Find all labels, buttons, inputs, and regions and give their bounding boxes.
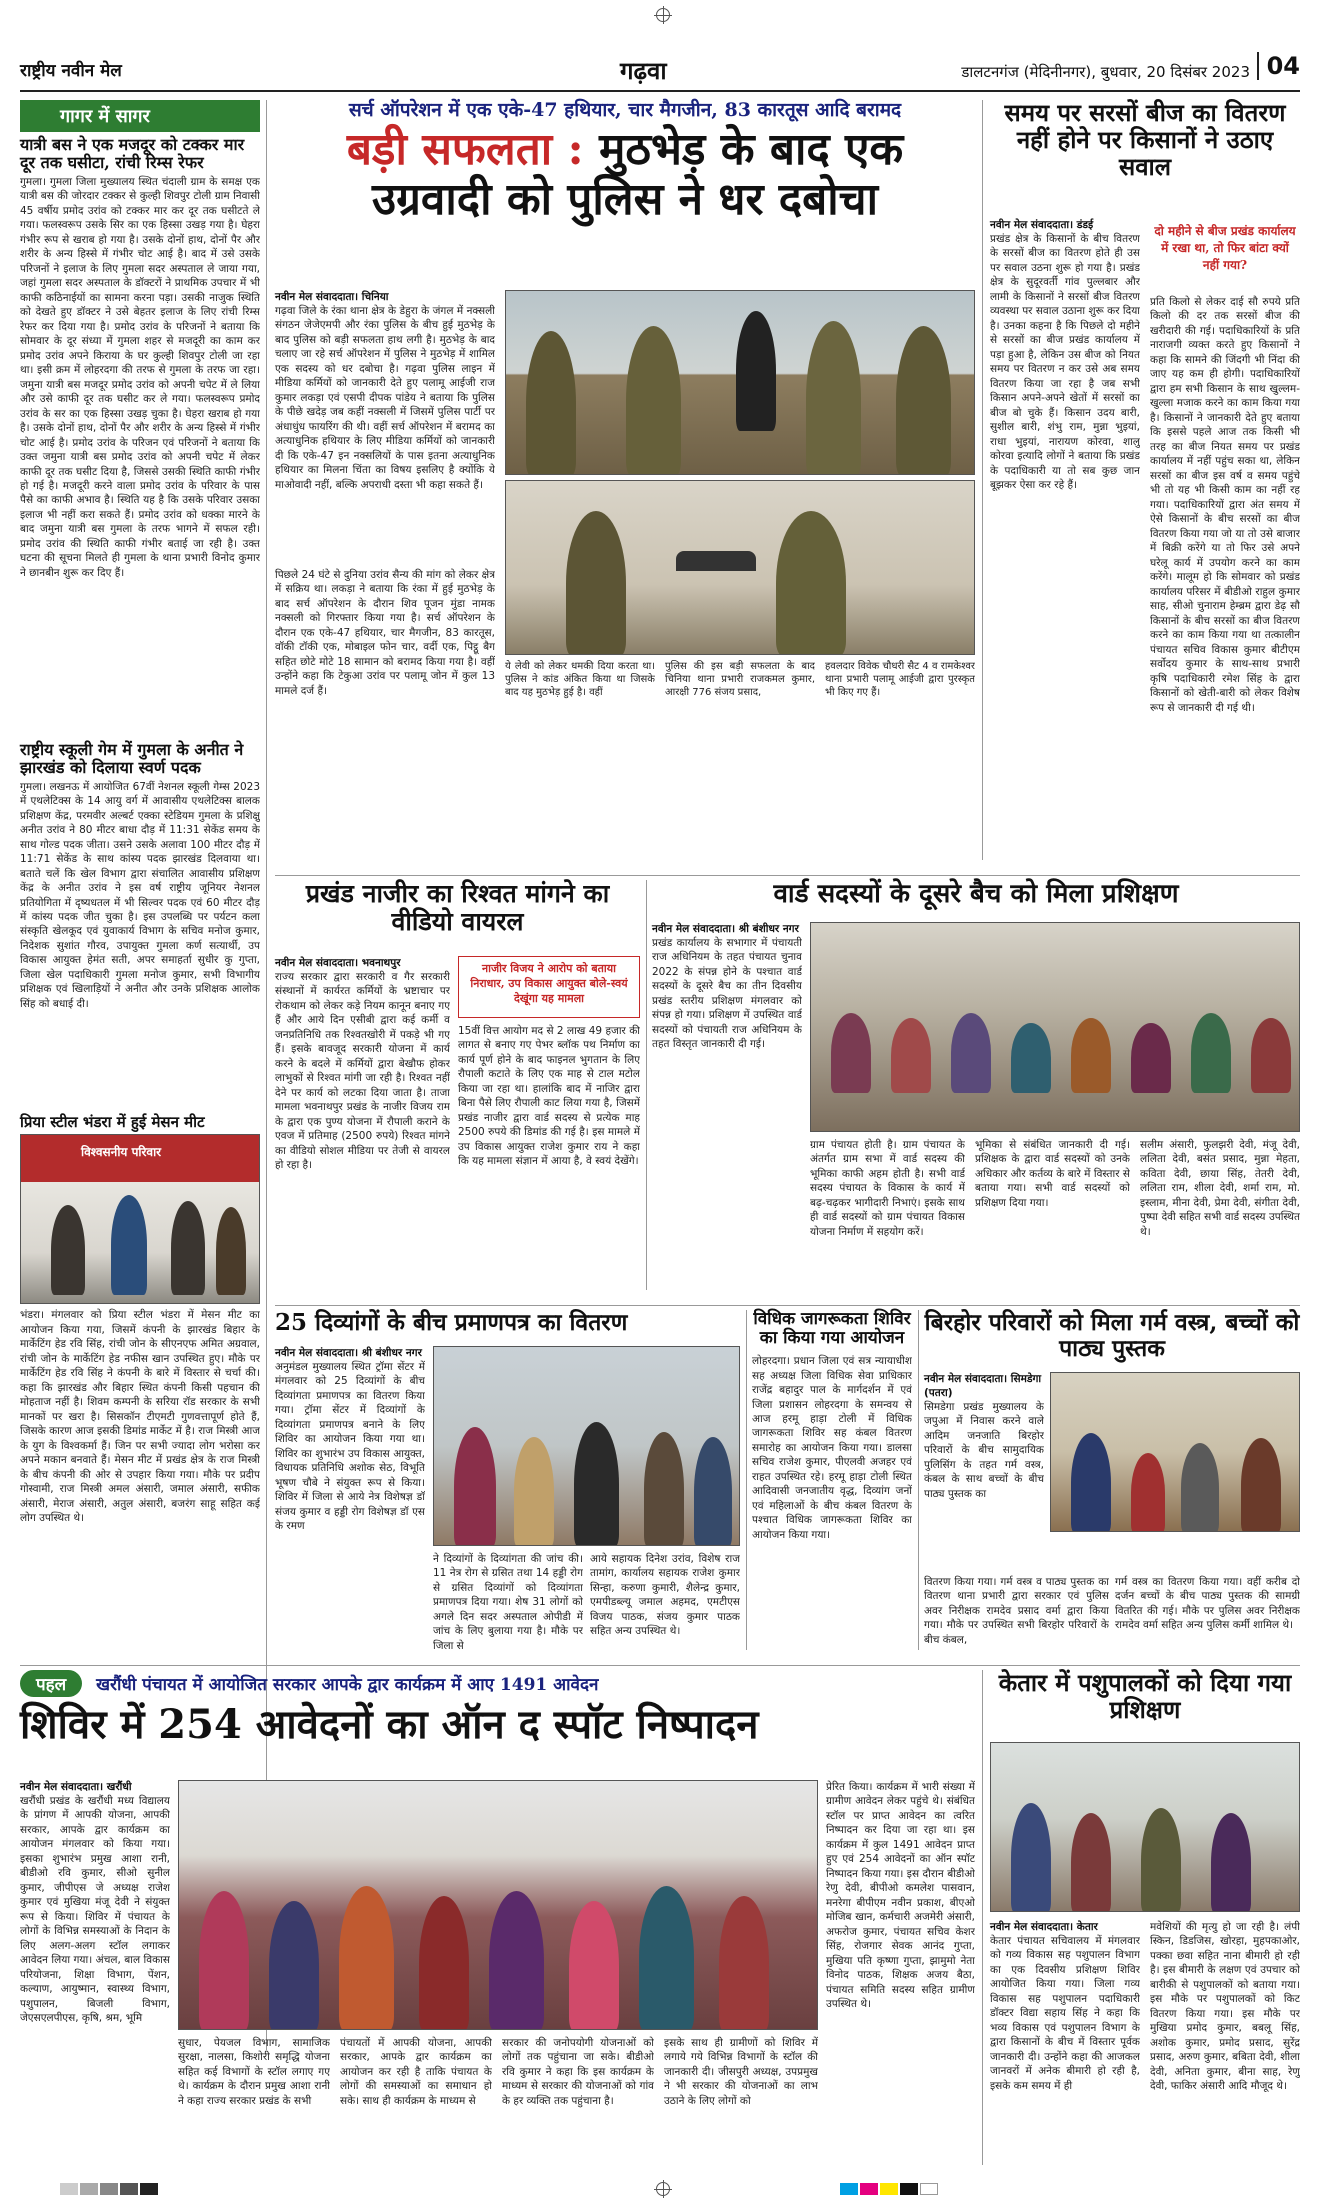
nazir-story xyxy=(275,880,640,1300)
story-body: सलीम अंसारी, फुलझरी देवी, मंजू देवी, ललिता देवी, बसंत प्रसाद, मुन्ना मेहता, कविता देवी, छाया सिंह, तेतरी देवी, ललिता राम, शीला देवी, शर्मा राम, मो. इस्लाम, मीना देवी, प्रेमा देवी, संगीता देवी, पुष्पा देवी सहित सभी वार्ड सदस्य उपस्थित थे। xyxy=(1140,1139,1300,1238)
story-body: सरकार की जनोपयोगी योजनाओं को लोगों तक पहुंचाना जा सके। बीडीओ रवि कुमार ने कहा कि इस कार्यक्रम के माध्यम से सरकार की योजनाओं को गांव के हर व्यक्ति तक पहुंचाना है। xyxy=(502,2037,654,2107)
story-body: अनुमंडल मुख्यालय स्थित ट्रॉमा सेंटर में मंगलवार को 25 दिव्यांगों के बीच दिव्यांगता प्रमाणपत्र का वितरण किया गया। ट्रॉमा सेंटर में दिव्यांगों के दिव्यांगता प्रमाणपत्र बनाने के लिए शिविर का आयोजन किया गया था। शिविर का शुभारंभ उप विकास आयुक्त, विधायक प्रतिनिधि अशोक सेठ, विभूति भूषण चौबे ने संयुक्त रूप से किया। शिविर में जिला से आये नेत्र विशेषज्ञ डॉ संजय कुमार व हड्डी रोग विशेषज्ञ डॉ एस के रमण xyxy=(275,1361,425,1533)
story-headline: वार्ड सदस्यों के दूसरे बैच को मिला प्रशिक्षण xyxy=(773,879,1179,909)
section-rule xyxy=(20,1665,1300,1666)
story-body: गढ़वा जिले के रंका थाना क्षेत्र के डेहुरा के जंगल में नक्सली संगठन जेजेएमपी और रंका पुलिस के बीच हुई मुठभेड़ के बाद पुलिस को बड़ी सफलता हाथ लगी है। मुठभेड़ के बाद चलाए जा रहे सर्च ऑपरेशन में पुलिस ने मुठभेड़ में शामिल एक सदस्य को धर दबोचा है। गढ़वा पुलिस लाइन में मीडिया कर्मियों को जानकारी देते हुए पलामू आईजी राज कुमार लकड़ा एवं एसपी दीपक पांडेय ने बताया कि पुलिस के पीछे खदेड़ जब कहीं नक्सली में जिसमें पुलिस पार्टी पर अंधाधुंध फायरिंग की थी। वहीं सर्च ऑपरेशन में बरामद का अत्याधुनिक हथियार के लिए मीडिया कर्मियों को जानकारी दी कि एके-47 इन नक्सलियों के पास इतना अत्याधुनिक हथियार का मिलना चिंता का विषय इसलिए है क्योंकि ये माओवादी नहीं, बल्कि अपराधी दस्ता भी कहा सकते हैं। xyxy=(275,305,495,491)
color-swatches xyxy=(840,2183,938,2195)
story-headline: 25 दिव्यांगों के बीच प्रमाणपत्र का वितरण xyxy=(275,1309,628,1336)
story-body: लोहरदगा। प्रधान जिला एवं सत्र न्यायाधीश सह अध्यक्ष जिला विधिक सेवा प्राधिकार राजेंद्र बहादुर पाल के मार्गदर्शन में एवं जिला प्रशासन लोहरदगा के समन्वय से आज हरमू हाड़ा टोली में विधिक जागरूकता शिविर सह कंबल वितरण समारोह का आयोजन किया गया। डालसा सचिव राजेश कुमार, पीएलवी अजहर एवं राहत उपस्थित रहे। हरमू हाड़ा टोली स्थित आदिवासी जनजातीय वृद्ध, दिव्यांग जनों एवं महिलाओं के बीच कंबल वितरण के पश्चात विधिक जागरूकता शिविर का आयोजन किया गया। xyxy=(752,1355,912,1541)
story-headline: यात्री बस ने एक मजदूर को टक्कर मार दूर तक घसीटा, रांची रिम्स रेफर xyxy=(20,135,245,172)
news-photo xyxy=(433,1346,740,1546)
lead-headline-part1: मुठभेड़ के बाद एक xyxy=(599,124,904,176)
story-headline: राष्ट्रीय स्कूली गेम में गुमला के अनीत ने झारखंड को दिलाया स्वर्ण पदक xyxy=(20,739,244,777)
byline: नवीन मेल संवाददाता। भवनाथपुर xyxy=(275,957,401,969)
photo-caption: हवलदार विवेक चौधरी सैट 4 व रामकेश्वर थाना प्रभारी पलामू आईजी द्वारा पुरस्कृत भी किए गए हैं। xyxy=(825,661,975,698)
birhor-story xyxy=(924,1310,1300,1655)
registration-mark-bottom xyxy=(656,2182,670,2196)
news-photo xyxy=(1050,1372,1300,1532)
story-headline: बिरहोर परिवारों को मिला गर्म वस्त्र, बच्चों को पाठ्य पुस्तक xyxy=(924,1309,1300,1362)
story-headline: प्रखंड नाजीर का रिश्वत मांगने का वीडियो वायरल xyxy=(305,879,610,936)
photo-caption: ये लेवी को लेकर धमकी दिया करता था। पुलिस ने कांड अंकित किया था जिसके बाद यह मुठभेड़ हुई है। वहीं xyxy=(505,661,655,698)
story-body: पिछले 24 घंटे से दुनिया उरांव सैन्य की मांग को लेकर क्षेत्र में सक्रिय था। लकड़ा ने बताया कि रंका में हुई मुठभेड़ के बाद सर्च ऑपरेशन के दौरान शिव पूजन मुंडा नामक नक्सली को गिरफ्तार किया गया है। सर्च ऑपरेशन के दौरान एक एके-47 हथियार, चार मैगजीन, 83 कारतूस, वॉकी टॉकी एक, मोबाइल फोन चार, वर्दी एक, पिट्ठू बैग सहित छोटे मोटे 18 सामान को बरामद किया गया है। वहीं उन्होंने कहा कि टेकुआ उरांव पर पलामू जोन में कुल 13 मामले दर्ज हैं। xyxy=(275,569,495,697)
camp-story xyxy=(20,1670,975,2170)
color-swatches-left xyxy=(60,2183,158,2195)
section-rule xyxy=(275,875,1300,876)
lead-headline-line2: उग्रवादी को पुलिस ने धर दबोचा xyxy=(372,173,878,225)
lead-text-column xyxy=(275,290,495,850)
registration-mark-top xyxy=(656,8,670,22)
story-col-a xyxy=(275,1346,425,1651)
story-body: गुमला। गुमला जिला मुख्यालय स्थित चंदाली ग्राम के समक्ष एक यात्री बस की जोरदार टक्कर से कुल्ही शिवपुर टोली ग्राम निवासी 45 वर्षीय प्रमोद उरांव को टक्कर मार कर दूर तक घसीटते ले गया। फलस्वरूप उसके सिर का एक हिस्सा उखड़ गया है। घेहरा गंभीर रूप से खराब हो गया है। उसके दोनों हाथ, दोनों पैर और शरीर के अन्य हिस्से में गंभीर चोट आई है। बाद में उसे उसके परिजनों ने इलाज के लिए गुमला सदर अस्पताल ले जाया गया, जहां गुमला सदर अस्पताल के डॉक्टरों ने प्राथमिक उपचार में भी काफी कठिनाईयों का सामना करना पड़ा। उसकी नाजुक स्थिति को देखते हुए डॉक्टर ने उसे बेहतर इलाज के लिए रांची रिम्स रेफर कर दिया गया है। प्रमोद उरांव के परिजनों ने बताया कि सोमवार के दूर संध्या में गुमला शहर से मजदूरी का काम कर प्रमोद उरांव अपने किराया के घर कुल्ही शिवपुर टोली जा रहा था। इसी क्रम में लोहरदगा की तरफ से गुमला के तरफ जा रहा। जमुना यात्री बस मजदूर प्रमोद उरांव को अपनी चपेट में ले लिया और उसे काफी दूर तक घसीट कर ले गया। फलस्वरूप प्रमोद उरांव के सर का एक हिस्सा उखड़ चुका है। घेहरा खराब हो गया है। उसके दोनों हाथ, दोनों पैर और शरीर के अन्य हिस्से में गंभीर चोट आई है। प्रमोद उरांव के परिजन एवं परिजनों ने बताया कि उक्त जमुना यात्री बस प्रमोद उरांव को अपनी चपेट में लेकर काफी दूर तक घसीट दिया है, जिससे उसकी स्थिति काफी गंभीर हो गई है। मजदूरी करने वाला प्रमोद उरांव के परिवार के पास पैसे का काफी अभाव है। स्थिति यह है कि उसके परिवार उसका इलाज भी नहीं करा सकते हैं। प्रमोद उरांव को धक्का मारने के बाद जमुना यात्री बस गुमला के तरफ भागने में सफल रही। प्रमोद उरांव की स्थिति काफी गंभीर बताई जा रही है। उक्त घटना की सूचना मिलते ही गुमला के थाना प्रभारी विनोद कुमार ने छानबीन शुरू कर दिए हैं। xyxy=(20,175,260,579)
story-body: प्रेरित किया। कार्यक्रम में भारी संख्या में ग्रामीण आवेदन लेकर पहुंचे थे। संबंधित स्टॉल पर प्राप्त आवेदन का त्वरित निष्पादन कर दिया जा रहा था। इस कार्यक्रम में कुल 1491 आवेदन प्राप्त हुए एवं 254 आवेदनों का ऑन स्पॉट निष्पादन किया गया। इस दौरान बीडीओ रेणु देवी, बीपीओ कमलेश पासवान, मनरेगा बीपीएम नवीन प्रकाश, बीएओ मोजिब खान, कर्मचारी अजमेरी अंसारी, अफरोज कुमार, पंचायत सचिव केशर सिंह, रोजगार सेवक आनंद गुप्ता, मुखिया पति कृष्णा गुप्ता, झामुमो नेता विनोद पाठक, शिक्षक अजय बैठा, पंचायत समिति सदस्य सहित ग्रामीण उपस्थित थे। xyxy=(826,1781,975,2011)
column-rule xyxy=(918,1310,919,1650)
story-headline: केतार में पशुपालकों को दिया गया प्रशिक्षण xyxy=(998,1668,1292,1724)
byline: नवीन मेल संवाददाता। चिनिया xyxy=(275,291,389,303)
photo-sign: विश्वसनीय परिवार xyxy=(81,1145,162,1160)
mustard-story xyxy=(990,100,1300,870)
story-body: प्रखंड कार्यालय के सभागार में पंचायती राज अधिनियम के तहत पंचायत चुनाव 2022 के संपन्न होने के पश्चात वार्ड सदस्यों के दूसरे बैच का तीन दिवसीय प्रखंड स्तरीय प्रशिक्षण मंगलवार को संपन्न हो गया। प्रशिक्षण में उपस्थित वार्ड सदस्यों को पंचायती राज अधिनियम के तहत विस्तृत जानकारी दी गई। xyxy=(652,937,802,1051)
story-body: भूमिका से संबंधित जानकारी दी गई। प्रशिक्षक के द्वारा वार्ड सदस्यों को उनके अधिकार और कर्तव्य के बारे में विस्तार से बताया गया। सभी वार्ड सदस्यों को प्रशिक्षण दिया गया। xyxy=(975,1139,1130,1209)
story-col-a xyxy=(924,1372,1044,1572)
story-headline: समय पर सरसों बीज का वितरण नहीं होने पर किसानों ने उठाए सवाल xyxy=(1004,98,1286,181)
story-body: इसके साथ ही ग्रामीणों को शिविर में लगाये गये विभिन्न विभागों के स्टॉल की जानकारी दी। जीसपुरी अध्यक्ष, उपप्रमुख ने भी सरकार की योजनाओं का लाभ उठाने के लिए लोगों को xyxy=(664,2037,818,2107)
masthead-logo: राष्ट्रीय नवीन मेल xyxy=(20,61,122,81)
story-body: भंडरा। मंगलवार को प्रिया स्टील भंडरा में मेसन मीट का आयोजन किया गया, जिसमें कंपनी के झारखंड बिहार के मार्केटिंग हेड रवि सिंह, रांची जोन के सीएनएफ अमित अग्रवाल, रांची जोन के मार्केटिंग हेड नफीस खान उपस्थित हुए। मौके पर मार्केटिंग हेड रवि सिंह ने कंपनी के बारे में विस्तार से चर्चा की। कहा कि झारखंड और बिहार स्थित कंपनी किसी पहचान की मोहताज नहीं है। शिवम कम्पनी के सरिया रॉड सरकार के सभी मानकों पर खरा है। सिसकॉन टीएमटी गुणवत्तापूर्ण होते हैं, जिसके कारण आज इसकी डिमांड मार्केट में है। राज मिस्त्री आज के युग के विश्वकर्मा हैं। जिन पर सभी ज्यादा लोग भरोसा कर अपने मकान बनवाते हैं। मेसन मीट में प्रखंड क्षेत्र के राज मिस्त्री के बीच कंपनी की ओर से उपहार किया गया। मौके पर प्रदीप गोस्वामी, राज मिस्त्री अमल अंसारी, जमाल अंसारी, सफीक अंसारी, मेराज अंसारी, अतुल अंसारी, बजरंग साहू सहित कई लोग उपस्थित थे। xyxy=(20,1309,260,1525)
ketar-story xyxy=(990,1670,1300,2170)
story-headline: विधिक जागरूकता शिविर का किया गया आयोजन xyxy=(753,1309,911,1349)
story-body: खरौंधी प्रखंड के खरौंधी मध्य विद्यालय के प्रांगण में आपकी योजना, आपकी सरकार, आपके द्वार कार्यक्रम का आयोजन मंगलवार को किया गया। इसका शुभारंभ प्रमुख आशा रानी, बीडीओ रवि कुमार, सीओ सुनील कुमार, जीपीएस जे अध्यक्ष राजेश कुमार एवं मुखिया मंजू देवी ने संयुक्त रूप से किया। शिविर में पंचायत के लोगों के विभिन्न समस्याओं के निदान के लिए अलग-अलग स्टॉल लगाकर आवेदन लिया गया। अंचल, बाल विकास परियोजना, शिक्षा विभाग, पेंशन, कल्याण, आयुष्मान, स्वास्थ्य विभाग, पशुपालन, बिजली विभाग, जेएसएलपीएस, कृषि, श्रम, भूमि xyxy=(20,1795,170,2025)
story-body: प्रखंड क्षेत्र के किसानों के बीच वितरण के सरसों बीज का वितरण होते ही उस पर सवाल उठना शुरू हो गया है। प्रखंड क्षेत्र के सुदूरवर्ती गांव पुल्लबार और लामी के किसानों ने सरसों बीज वितरण व्यवस्था पर सवाल उठाना शुरू कर दिया है। उनका कहना है कि पिछले दो महीने से सरसों का बीज प्रखंड कार्यालय में पड़ा हुआ है, लेकिन उस बीज को नियत समय पर वितरण न कर उसे अब समय वितरण किया जा रहा है जब सभी किसान अपने-अपने खेतों में सरसों का बीज बो चुके हैं। किसान उदय बारी, सुशील बारी, शंभु राम, मुन्ना भुइयां, राधा भुइयां, नारायण कोरवा, शालु कोरवा इत्यादि लोगों ने बताया कि प्रखंड के पदाधिकारी या तो सब कुछ जान बूझकर ऐसा कर रहे हैं। xyxy=(990,233,1140,492)
column-rule xyxy=(746,1310,747,1650)
highlight-quote: नाजीर विजय ने आरोप को बताया निराधार, उप विकास आयुक्त बोले-स्वयं देखूंगा यह मामला xyxy=(458,956,640,1018)
story-body: पंचायतों में आपकी योजना, आपकी सरकार, आपके द्वार कार्यक्रम का आयोजन कर रही है ताकि पंचायत के लोगों की समस्याओं का समाधान हो सके। साथ ही कार्यक्रम के माध्यम से xyxy=(340,2037,492,2107)
legal-camp-story xyxy=(752,1310,912,1655)
kicker-row xyxy=(20,1670,975,1697)
divyang-story xyxy=(275,1310,740,1655)
byline: नवीन मेल संवाददाता। केतार xyxy=(990,1921,1098,1933)
byline: नवीन मेल संवाददाता। सिमडेगा (पतरा) xyxy=(924,1373,1042,1399)
byline: नवीन मेल संवाददाता। खरौंधी xyxy=(20,1781,132,1793)
column-rule xyxy=(982,100,983,860)
photo-caption: पुलिस की इस बड़ी सफलता के बाद चिनिया थाना प्रभारी राजकमल कुमार, आरक्षी 776 संजय प्रसाद, xyxy=(665,661,815,698)
story-body: गर्म वस्त्र का वितरण किया गया। वहीं करीब दो दर्जन बच्चों के बीच पाठ्य पुस्तक की सामग्री वितरित की गई। मौके पर पुलिस अवर निरीक्षक रामदेव वर्मा सहित अन्य पुलिस कर्मी शामिल थे। xyxy=(1115,1576,1300,1632)
pahal-tag: पहल xyxy=(20,1670,82,1697)
highlight-quote: दो महीने से बीज प्रखंड कार्यालय में रखा था, तो फिर बांटा क्यों नहीं गया? xyxy=(1150,218,1300,290)
story-body: वितरण किया गया। गर्म वस्त्र व पाठ्य पुस्तक का वितरण थाना प्रभारी द्वारा सरकार एवं पुलिस अवर निरीक्षक रामदेव प्रसाद वर्मा द्वारा किया गया। मौके पर उपस्थित सभी बिरहोर परिवारों के बीच कंबल, xyxy=(924,1576,1109,1646)
dateline: डालटनगंज (मेदिनीनगर), बुधवार, 20 दिसंबर 2023 xyxy=(961,63,1250,81)
ward-story xyxy=(652,880,1300,1300)
page-number: 04 xyxy=(1257,52,1300,80)
story-body: 15वीं वित्त आयोग मद से 2 लाख 49 हजार की लागत से बनाए गए पेभर ब्लॉक पथ निर्माण का कार्य पूर्ण होने के बाद फाइनल भुगतान के लिए रौपाली कटाते के लिए एक माह से टाल मटोल किया जा रहा था। हालांकि बाद में नाजिर द्वारा बिना पैसे लिए रौपाली काट लिया गया है, जिसमें प्रखंड नाजीर द्वारा वार्ड सदस्य से प्रत्येक माह 2500 रुपये की डिमांड की गई है। इस मामले में उप विकास आयुक्त राजेश कुमार राय ने कहा कि यह मामला संज्ञान में आया है, वे स्वयं देखेंगे। xyxy=(458,1025,640,1168)
news-photo xyxy=(505,290,975,475)
story-col-a xyxy=(20,1780,170,2165)
story-kicker: खरौंधी पंचायत में आयोजित सरकार आपके द्वार कार्यक्रम में आए 1491 आवेदन xyxy=(96,1675,599,1695)
section-rule xyxy=(275,1305,1300,1306)
story-col-a xyxy=(990,218,1140,858)
story-body: आये सहायक दिनेश उरांव, विशेष राज तामांग, कार्यालय सहायक राजेश कुमार सिन्हा, करुणा कुमारी, शैलेन्द्र कुमार, एमपीडब्ल्यू जमाल अहमद, एमटीएस विजय पाठक, संजय कुमार पाठक सहित अन्य उपस्थित थे। xyxy=(590,1553,740,1638)
story-body: गुमला। लखनऊ में आयोजित 67वीं नेशनल स्कूली गेम्स 2023 में एथलेटिक्स के 14 आयु वर्ग में आवासीय एथलेटिक्स बालक प्रशिक्षण केंद्र, परमवीर अल्बर्ट एक्का स्टेडियम गुमला के प्रशिक्षु अनीत उरांव ने 80 मीटर बाधा दौड़ में 11:31 सेकेंड समय के साथ गोल्ड पदक जीता। उसने उसके अलावा 100 मीटर दौड़ में 11:71 सेकेंड के साथ कांस्य पदक झारखंड दिलवाया था। बताते चलें कि खेल विभाग द्वारा संचालित आवासीय प्रशिक्षण केंद्र के अनीत उरांव ने इस वर्ष राष्ट्रीय जूनियर नेशनल प्रतियोगिता में दृष्यधतल में भी सिल्वर पदक एवं 60 मीटर दौड़ में कांस्य पदक जीत चुका है। इस उपलब्धि पर पर्यटन कला संस्कृति खेलकूद एवं युवाकार्य विभाग के सचिव मनोज कुमार, निदेशक सुशांत गौरव, उपायुक्त गुमला कर्ण सत्यार्थी, उप विकास आयुक्त हेमंत सती, अपर समाहर्ता सुधीर कु गुप्ता, जिला खेल पदाधिकारी गुमला मनोज कुमार, सभी विभागीय प्रशिक्षक एवं खिलाड़ियों ने अनीत और उनके प्रशिक्षक आलोक सिंह को बधाई दी। xyxy=(20,780,260,1010)
story-col-a xyxy=(652,922,802,1292)
lead-story xyxy=(275,100,975,870)
news-photo xyxy=(178,1780,818,2030)
story-body: ने दिव्यांगों के दिव्यांगता की जांच की। 11 नेत्र रोग से ग्रसित तथा 14 हड्डी रोग से ग्रसित दिव्यांगों को दिव्यांगता प्रमाणपत्र दिया गया। शेष 31 लोगों को अगले दिन सदर अस्पताल ओपीडी में जांच के लिए बुलाया गया है। मौके पर जिला से xyxy=(433,1553,583,1652)
story-body: सुधार, पेयजल विभाग, सामाजिक सुरक्षा, नालसा, किशोरी समृद्धि योजना सहित कई विभागों के स्टॉल लगाए गए थे। कार्यक्रम के दौरान प्रमुख आशा रानी ने कहा राज्य सरकार प्रखंड के सभी xyxy=(178,2037,330,2107)
lead-kicker: सर्च ऑपरेशन में एक एके-47 हथियार, चार मैगजीन, 83 कारतूस आदि बरामद xyxy=(348,99,902,121)
story-body: राज्य सरकार द्वारा सरकारी व गैर सरकारी संस्थानों में कार्यरत कर्मियों के भ्रष्टाचार पर रोकथाम को लेकर कड़े नियम कानून बनाए गए हैं और आये दिन एसीबी द्वारा कई कर्मी व जनप्रतिनिधि तक रिश्वतखोरी में पकड़े भी गए हैं। इसके बावजूद सरकारी योजना में कार्य करने के बदले में कर्मियों द्वारा बेखौफ होकर लाभुकों से रिश्वत मांगी जा रही है। रिश्वत नहीं देने पर कार्य को लटका दिया जाता है। ताजा मामला भवनाथपुर प्रखंड के नाजीर विजय राम के द्वारा एक पुण्य योजना में रौपाली कराने के एवज में प्रतिमाह (2500 रुपये) रिश्वत मांगने का वीडियो सोशल मीडिया पर तेजी से वायरल हो रहा है। xyxy=(275,971,450,1172)
byline: नवीन मेल संवाददाता। श्री बंशीधर नगर xyxy=(652,923,799,935)
column-title: गागर में सागर xyxy=(20,100,260,132)
section-title: गढ़वा xyxy=(620,56,667,85)
news-photo xyxy=(20,1134,260,1304)
column-rule xyxy=(646,880,647,1290)
story-body: केतार पंचायत सचिवालय में मंगलवार को गव्य विकास सह पशुपालन विभाग का एक दिवसीय प्रशिक्षण शिविर आयोजित किया गया। जिला गव्य विकास सह पशुपालन पदाधिकारी डॉक्टर विद्या सहाय सिंह ने कहा कि भव्य विकास एवं पशुपालन विभाग के द्वारा किसानों के बीच में विस्तार पूर्वक जानकारी दी। उन्होंने कहा की आजकल जानवरों में अनेक बीमारी हो रही है, इसके कम समय में ही xyxy=(990,1935,1140,2092)
byline: नवीन मेल संवाददाता। श्री बंशीधर नगर xyxy=(275,1347,422,1359)
lead-headline xyxy=(275,125,975,174)
column-rule xyxy=(982,1670,983,2165)
story-col-a xyxy=(990,1920,1140,2165)
lead-headline-red: बड़ी सफलता : xyxy=(346,124,584,176)
byline: नवीन मेल संवाददाता। डंडई xyxy=(990,219,1094,231)
story-body: मवेशियों की मृत्यु हो जा रही है। लंपी स्किन, डिडजिस, खोरहा, मुहपकाओर, पक्का छवा सहित नाना बीमारी हो रही है। इस बीमारी के लक्षण एवं उपचार को बारीकी से पशुपालकों को बताया गया। इस मौके पर पशुपालकों को किट वितरण किया गया। इस मौके पर मुखिया प्रमोद कुमार, बबलू सिंह, अशोक कुमार, प्रमोद प्रसाद, सुरेंद्र प्रसाद, अरुण कुमार, बबिता देवी, शीला देवी, अनिता कुमार, बीना साह, रेणु देवी, फाकिर अंसारी आदि मौजूद थे। xyxy=(1150,1921,1300,2093)
news-photo xyxy=(505,480,975,655)
page-header xyxy=(20,52,1300,92)
story-body: प्रति किलो से लेकर दाई सौ रुपये प्रति किलो की दर तक सरसों बीज की खरीदारी की गई। पदाधिकारियों के प्रति नाराजगी व्यक्त करते हुए किसानों ने कहा कि सामने की जिंदगी भी निंदा की जाए यह कम ही होगी। पदाधिकारियों द्वारा हम सभी किसान के साथ खुल्लम-खुल्ला मजाक करने का काम किया गया है। किसानों ने जानकारी देते हुए बताया कि इससे पहले आज तक किसी भी तरह का बीज नियत समय पर प्रखंड कार्यालय में नहीं पहुंच सका था, लेकिन सरसों का बीज इस वर्ष व समय पहुंचे भी तो यह भी किसी काम का नहीं रह गया। पदाधिकारियों द्वारा अंत समय में ऐसे किसानों के बीच सरसों का बीज वितरण किया गया जो या तो उसे बाजार में बिक्री करेंगे या तो फिर उसे अपने घरेलू कार्य में उपयोग करने का काम करेंगे। मालूम हो कि सोमवार को प्रखंड कार्यालय परिसर में बीडीओ राहुल कुमार साह, सीओ चुनाराम हेम्ब्रम द्वारा डेढ़ सौ किसानों के बीच सरसों का बीज वितरण करने का काम किया गया था तत्कालीन पंचायत सचिव विकास कुमार बीटीएम सर्वोदय कुमार के साथ-साथ प्रभारी कृषि पदाधिकारी रमेश सिंह के द्वारा किसानों को खेती-बारी को लेकर विशेष रूप से जानकारी दी गई थी। xyxy=(1150,296,1300,714)
story-headline: शिविर में 254 आवेदनों का ऑन द स्पॉट निष्पादन xyxy=(20,1701,759,1748)
story-col-a xyxy=(275,956,450,1296)
news-photo xyxy=(810,922,1300,1132)
story-body: ग्राम पंचायत होती है। ग्राम पंचायत के अंतर्गत ग्राम सभा में वार्ड सदस्य की भूमिका काफी अहम होती है। सभी वार्ड सदस्य पंचायत के विकास के कार्य में बढ़-चढ़कर भागीदारी निभाएं। इसके साथ ही वार्ड सदस्यों को ग्राम पंचायत विकास योजना निर्माण में सहयोग करें। xyxy=(810,1139,965,1238)
story-headline: प्रिया स्टील भंडरा में हुई मेसन मीट xyxy=(20,1112,205,1131)
story-body: सिमडेगा प्रखंड मुख्यालय के जपुआ में निवास करने वाले आदिम जनजाति बिरहोर परिवारों के बीच सामुदायिक पुलिसिंग के तहत गर्म वस्त्र, कंबल के साथ बच्चों के बीच पाठ्य पुस्तक का xyxy=(924,1401,1044,1500)
news-photo xyxy=(990,1742,1300,1912)
